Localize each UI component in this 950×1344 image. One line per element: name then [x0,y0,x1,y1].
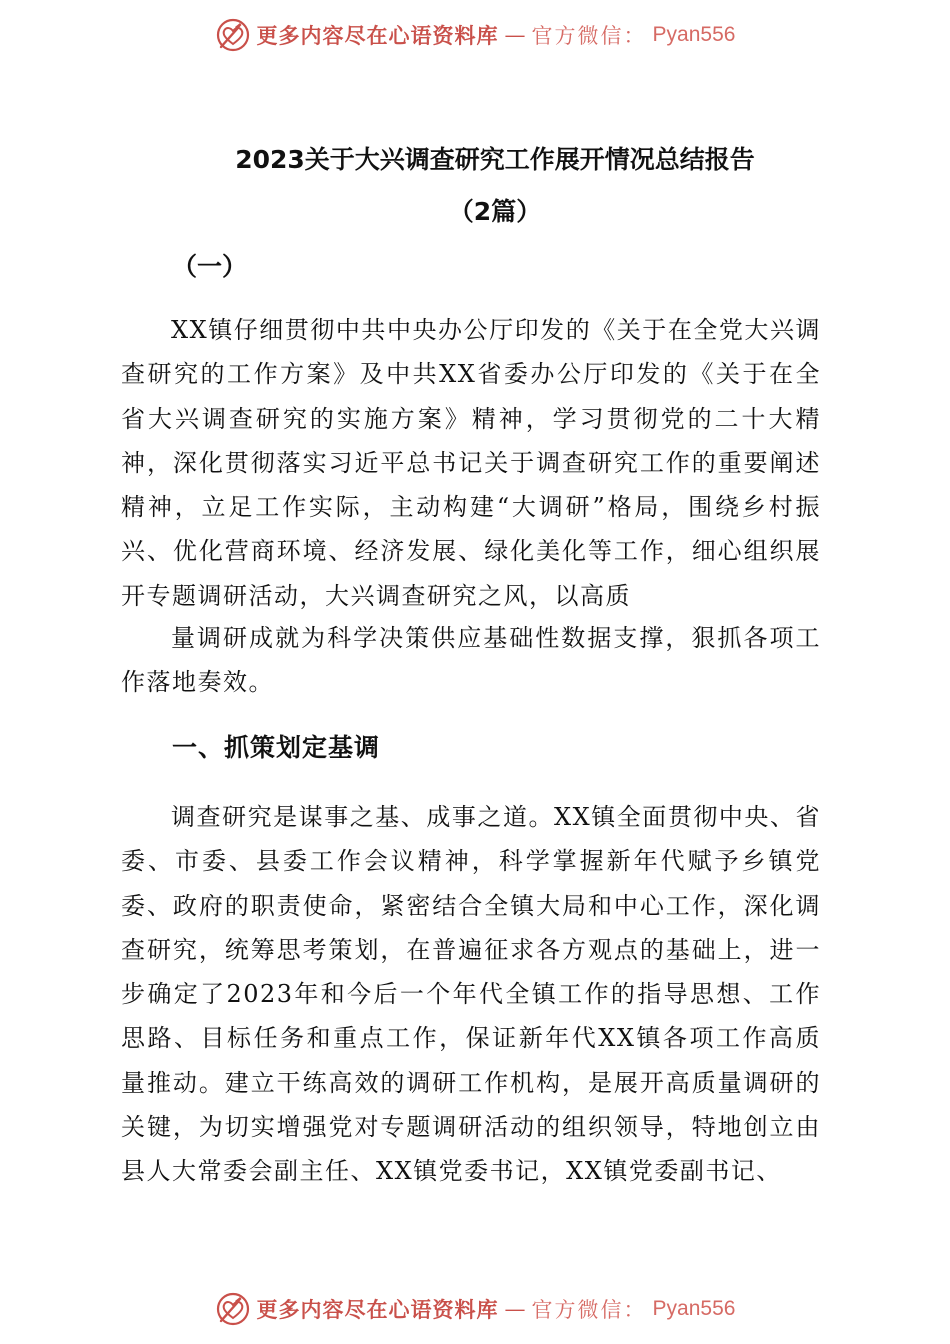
watermark-separator: — [504,23,526,47]
watermark-wechat-label: 官方微信： [531,24,647,48]
document-title: 2023关于大兴调查研究工作展开情况总结报告 [235,145,755,174]
watermark-wechat-id: Pyan556 [652,23,736,46]
heart-pen-logo-icon [215,17,251,53]
body-paragraph-3: 调查研究是谋事之基、成事之道。XX镇全面贯彻中央、省委、市委、县委工作会议精神，科学掌握新年代赋予乡镇党委、政府的职责使命，紧密结合全镇大局和中心工作，深化调查研究，统筹思考策划，在普遍征求各方观点的基础上，进一步确定了2023年和今后一个年代全镇工作的指导思想、工作思路、目标任务和重点工作，保证新年代XX镇各项工作高质量推动。建立干练高效的调研工作机构，是展开高质量调研的关键，为切实增强党对专题调研活动的组织领导，特地创立由县人大常委会副主任、XX镇党委书记，XX镇党委副书记、 [121,803,821,1186]
watermark-separator: — [504,1297,526,1321]
watermark-wechat-id: Pyan556 [652,1297,736,1320]
document-subtitle: （2篇） [448,197,542,226]
footer-watermark-banner [0,1287,950,1331]
header-watermark-banner [0,13,950,57]
body-paragraph-1: XX镇仔细贯彻中共中央办公厅印发的《关于在全党大兴调查研究的工作方案》及中共XX省委办公厅印发的《关于在全省大兴调查研究的实施方案》精神，学习贯彻党的二十大精神，深化贯彻落实习近平总书记关于调查研究工作的重要阐述精神，立足工作实际，主动构建“大调研”格局，围绕乡村振兴、优化营商环境、经济发展、绿化美化等工作，细心组织展开专题调研活动，大兴调查研究之风，以高质 [121,316,821,610]
watermark-brand-text: 更多内容尽在心语资料库 [256,1297,499,1322]
section-heading-1: 一、抓策划定基调 [172,733,381,762]
part-label: （一） [172,252,248,281]
watermark-wechat-label: 官方微信： [531,1298,647,1322]
watermark-brand-text: 更多内容尽在心语资料库 [256,23,499,48]
body-paragraph-2: 量调研成就为科学决策供应基础性数据支撑，狠抓各项工作落地奏效。 [121,624,821,697]
heart-pen-logo-icon [215,1291,251,1327]
